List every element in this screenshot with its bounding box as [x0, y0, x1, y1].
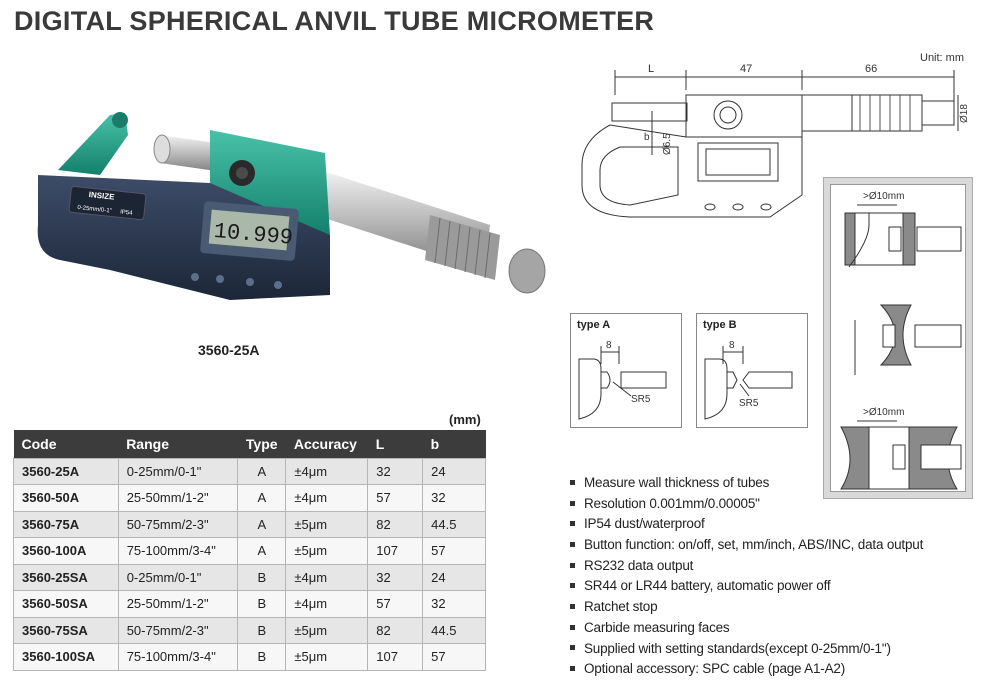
type-a-label: type A: [577, 319, 611, 331]
cell-b: 57: [423, 538, 486, 565]
bullet-icon: [570, 521, 575, 526]
cell-type: B: [238, 564, 286, 591]
cell-range: 25-50mm/1-2": [118, 591, 238, 618]
cell-code: 3560-75A: [14, 511, 119, 538]
table-row: [14, 564, 486, 591]
cell-code: 3560-100A: [14, 538, 119, 565]
cell-l: 57: [368, 591, 423, 618]
anvil-illustration-panel: [823, 177, 973, 499]
cell-range: 0-25mm/0-1": [118, 564, 238, 591]
cell-code: 3560-100SA: [14, 644, 119, 671]
feature-text: Supplied with setting standards(except 0-25mm/0-1"): [584, 640, 891, 656]
cell-range: 0-25mm/0-1": [118, 458, 238, 485]
feature-item: [570, 639, 923, 660]
cell-l: 32: [368, 458, 423, 485]
type-b-diagram: [696, 313, 808, 428]
cell-range: 75-100mm/3-4": [118, 644, 238, 671]
bullet-icon: [570, 604, 575, 609]
photo-button: [246, 278, 254, 286]
cell-accuracy: ±5μm: [286, 511, 368, 538]
feature-item: [570, 535, 923, 556]
table-row: [14, 644, 486, 671]
unit-note: Unit: mm: [920, 52, 964, 64]
cell-accuracy: ±5μm: [286, 538, 368, 565]
bullet-icon: [570, 563, 575, 568]
cell-b: 57: [423, 644, 486, 671]
cell-l: 32: [368, 564, 423, 591]
dim-d18-label: Ø18: [959, 104, 970, 123]
photo-button: [191, 273, 199, 281]
photo-frame-text: 0-25mm/0-1": [77, 204, 112, 215]
bullet-icon: [570, 645, 575, 650]
feature-item: [570, 514, 923, 535]
cell-b: 24: [423, 458, 486, 485]
table-row: [14, 485, 486, 512]
type-b-dim: 8: [729, 340, 735, 351]
cell-code: 3560-50SA: [14, 591, 119, 618]
table-row: [14, 458, 486, 485]
feature-text: IP54 dust/waterproof: [584, 516, 705, 532]
cell-b: 32: [423, 591, 486, 618]
col-header-l: L: [368, 430, 423, 458]
bullet-icon: [570, 583, 575, 588]
feature-text: Measure wall thickness of tubes: [584, 475, 770, 490]
feature-item: [570, 556, 923, 577]
cell-type: B: [238, 617, 286, 644]
col-header-type: Type: [238, 430, 286, 458]
type-b-label: type B: [703, 319, 737, 331]
col-header-accuracy: Accuracy: [286, 430, 368, 458]
cell-l: 107: [368, 538, 423, 565]
cell-accuracy: ±4μm: [286, 591, 368, 618]
feature-text: Button function: on/off, set, mm/inch, ABS/INC, data output: [584, 537, 924, 553]
cell-code: 3560-25A: [14, 458, 119, 485]
cell-code: 3560-25SA: [14, 564, 119, 591]
dim-66-label: 66: [865, 63, 878, 75]
photo-ip-text: IP54: [119, 209, 133, 217]
cell-b: 44.5: [423, 617, 486, 644]
spec-table: [13, 430, 486, 671]
table-row: [14, 511, 486, 538]
col-header-range: Range: [118, 430, 238, 458]
type-a-dim: 8: [606, 340, 612, 351]
cell-type: B: [238, 591, 286, 618]
micrometer-photo: [30, 95, 560, 310]
table-row: [14, 538, 486, 565]
cell-type: A: [238, 485, 286, 512]
dim-L-label: L: [648, 63, 655, 75]
col-header-code: Code: [14, 430, 119, 458]
cell-l: 82: [368, 511, 423, 538]
feature-item: [570, 576, 923, 597]
cell-accuracy: ±4μm: [286, 485, 368, 512]
photo-button: [274, 281, 282, 289]
feature-text: Optional accessory: SPC cable (page A1-A2): [584, 661, 845, 677]
table-row: [14, 617, 486, 644]
page-title: DIGITAL SPHERICAL ANVIL TUBE MICROMETER: [14, 6, 655, 36]
cell-accuracy: ±5μm: [286, 644, 368, 671]
dim-47-label: 47: [740, 63, 753, 75]
cell-type: A: [238, 511, 286, 538]
feature-item: [570, 618, 923, 639]
bullet-icon: [570, 625, 575, 630]
feature-item: [570, 473, 923, 494]
cell-code: 3560-75SA: [14, 617, 119, 644]
bullet-icon: [570, 542, 575, 547]
table-unit-note: (mm): [449, 412, 481, 427]
bullet-icon: [570, 501, 575, 506]
type-b-radius: SR5: [739, 398, 759, 409]
table-header-row: [14, 430, 486, 458]
feature-text: SR44 or LR44 battery, automatic power off: [584, 578, 831, 594]
anvil-dim-bottom: >Ø10mm: [863, 407, 905, 418]
cell-accuracy: ±4μm: [286, 564, 368, 591]
type-a-diagram: [570, 313, 682, 428]
photo-display-value: 10.999: [212, 218, 294, 251]
feature-text: RS232 data output: [584, 557, 694, 573]
feature-text: Carbide measuring faces: [584, 619, 730, 635]
bullet-icon: [570, 480, 575, 485]
cell-range: 25-50mm/1-2": [118, 485, 238, 512]
type-a-radius: SR5: [631, 394, 651, 405]
anvil-dim-top: >Ø10mm: [863, 191, 905, 202]
model-caption: 3560-25A: [198, 342, 260, 358]
dim-d65-label: Ø6.5: [662, 133, 673, 155]
dim-b-label: b: [644, 132, 650, 143]
col-header-b: b: [423, 430, 486, 458]
table-row: [14, 591, 486, 618]
cell-range: 50-75mm/2-3": [118, 511, 238, 538]
cell-accuracy: ±4μm: [286, 458, 368, 485]
photo-brand: INSIZE: [88, 190, 115, 202]
feature-list: [570, 473, 923, 680]
cell-b: 24: [423, 564, 486, 591]
bullet-icon: [570, 666, 575, 671]
cell-b: 44.5: [423, 511, 486, 538]
cell-range: 75-100mm/3-4": [118, 538, 238, 565]
cell-b: 32: [423, 485, 486, 512]
photo-button: [216, 275, 224, 283]
cell-accuracy: ±5μm: [286, 617, 368, 644]
feature-item: [570, 597, 923, 618]
feature-text: Resolution 0.001mm/0.00005": [584, 495, 760, 511]
feature-item: [570, 494, 923, 515]
cell-type: A: [238, 458, 286, 485]
feature-text: Ratchet stop: [584, 599, 658, 615]
cell-l: 57: [368, 485, 423, 512]
cell-type: B: [238, 644, 286, 671]
feature-item: [570, 659, 923, 680]
cell-code: 3560-50A: [14, 485, 119, 512]
cell-type: A: [238, 538, 286, 565]
cell-l: 107: [368, 644, 423, 671]
cell-l: 82: [368, 617, 423, 644]
cell-range: 50-75mm/2-3": [118, 617, 238, 644]
